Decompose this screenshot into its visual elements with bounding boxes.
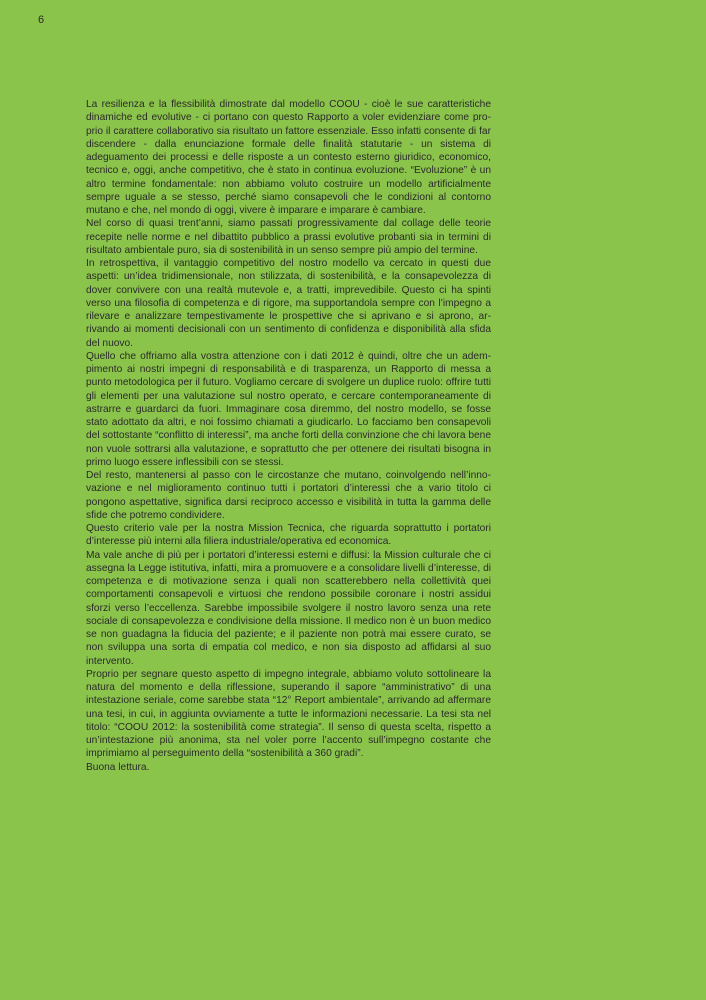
paragraph-9: Buona lettura. bbox=[86, 761, 150, 773]
paragraph-6: Questo criterio vale per la nostra Mission Tecnica, che riguarda soprattutto i portatori d’interesse più interni alla filiera industriale/operativa ed economica. bbox=[86, 523, 491, 548]
body-text bbox=[86, 98, 491, 774]
paragraph-4: Quello che offriamo alla vostra attenzione con i dati 2012 è quindi, oltre che un adempimento ai nostri impegni di responsabilità e di trasparenza, un Rapporto di messa a punto metodologica per il futuro. Vogliamo cercare di svolgere un duplice ruolo: offrire tutti gli elementi per una valutazione sul nostro operato, e cercare contemporaneamente di astrarre e guardarci da fuori. Immaginare cosa diremmo, del nostro modello, se fosse stato adottato da altri, e noi fossimo chiamati a giudicarlo. Lo facciamo ben consapevoli del sottostante “conflitto di interessi”, ma anche forti della convinzione che chi lavora bene non vuole sottrarsi alla valutazione, e soprattutto che per ottenere dei risultati bisogna in primo luogo essere inflessibili con se stessi. bbox=[86, 350, 491, 468]
page-number: 6 bbox=[38, 14, 45, 26]
paragraph-1: La resilienza e la flessibilità dimostrate dal modello COOU - cioè le sue caratteristiche dinamiche ed evolutive - ci portano con questo Rapporto a voler evidenziare come proprio il carattere collaborativo sia risultato un fattore essenziale. Esso infatti consente di far discendere - dalla enunciazione formale delle finalità statutarie - un sistema di adeguamento dei processi e delle risposte a un contesto esterno giuridico, economico, tecnico e, oggi, anche competitivo, che è stato in continua evoluzione. “Evoluzione” è un altro termine fondamentale: non abbiamo voluto costruire un modello artificialmente sempre uguale a se stesso, perché siamo consapevoli che le condizioni al contorno mutano e che, nel mondo di oggi, vivere è imparare e imparare è cambiare. bbox=[86, 99, 491, 216]
paragraph-3: In retrospettiva, il vantaggio competitivo del nostro modello va cercato in questi due aspetti: un’idea tridimensionale, non stilizzata, di sostenibilità, e la consapevolezza di dover convivere con una realtà mutevole e, a tratti, imprevedibile. Questo ci ha spinti verso una filosofia di competenza e di rigore, ma supportandola sempre con l’impegno a rilevare e analizzare tempestivamente le prospettive che si aprivano e si aprono, arrivando ai momenti decisionali con un sentimento di confidenza e disponibilità alla sfida del nuovo. bbox=[86, 258, 491, 349]
paragraph-2: Nel corso di quasi trent’anni, siamo passati progressivamente dal collage delle teorie recepite nelle norme e nel dibattito pubblico a prassi evolutive probanti sia in termini di risultato ambientale puro, sia di sostenibilità in un senso sempre più ampio del termine. bbox=[86, 218, 491, 256]
paragraph-5: Del resto, mantenersi al passo con le circostanze che mutano, coinvolgendo nell’innovazione e nel miglioramento continuo tutti i portatori d’interessi che a vario titolo ci pongono aspettative, significa darsi reciproco accesso e visibilità in tutta la gamma delle sfide che potremo condividere. bbox=[86, 470, 491, 521]
paragraph-7: Ma vale anche di più per i portatori d’interessi esterni e diffusi: la Mission culturale che ci assegna la Legge istitutiva, infatti, mira a promuovere e a consolidare livelli d’interesse, di competenza e di motivazione senza i quali non scatterebbero nella collettività quei comportamenti consapevoli e virtuosi che rendono possibile coronare i nostri assidui sforzi verso l’eccellenza. Sarebbe impossibile svolgere il nostro lavoro senza una rete sociale di consapevolezza e condivisione della missione. Il medico non è un buon medico se non guadagna la fiducia del paziente; e il paziente non potrà mai essere curato, se non sviluppa una sorta di empatia col medico, e non sia disposto ad affidarsi al suo intervento. bbox=[86, 549, 491, 667]
paragraph-8: Proprio per segnare questo aspetto di impegno integrale, abbiamo voluto sottolineare la natura del momento e della riflessione, superando il sapore “amministrativo” di una intestazione seriale, come sarebbe stata “12° Report ambientale”, arrivando ad affermare una tesi, in cui, in aggiunta ovviamente a tutte le informazioni necessarie. La tesi sta nel titolo: “COOU 2012: la sostenibilità come strategia”. Il senso di questa scelta, rispetto a un’intestazione più anonima, sta nel voler porre l’accento sull’impegno costante che imprimiamo al perseguimento della “sostenibilità a 360 gradi”. bbox=[86, 668, 491, 760]
